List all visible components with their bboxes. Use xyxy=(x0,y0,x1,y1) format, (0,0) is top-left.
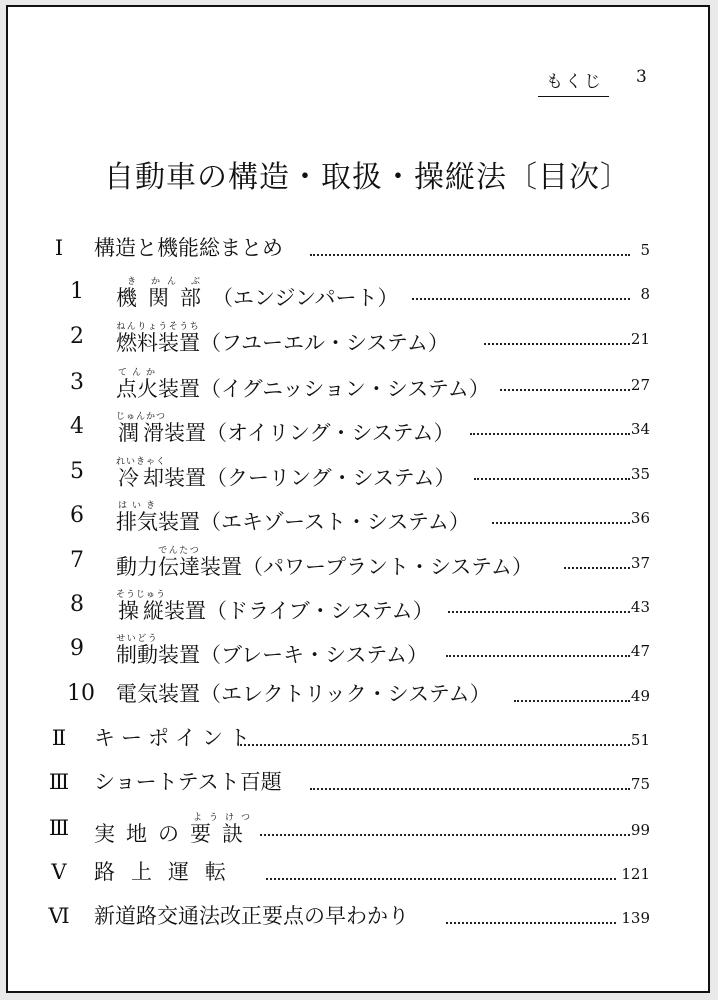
toc-section-2[interactable] xyxy=(8,723,708,753)
section-number: Ⅲ xyxy=(48,816,70,840)
toc-entry-10[interactable] xyxy=(8,679,708,709)
entry-page: 8 xyxy=(640,285,650,303)
section-page: 51 xyxy=(630,731,650,749)
leader-dots xyxy=(260,834,630,836)
toc-entry-4[interactable] xyxy=(8,412,708,445)
leader-dots xyxy=(470,433,630,435)
section-label: ショートテスト百題 xyxy=(94,770,282,794)
page-number: 3 xyxy=(636,67,647,87)
entry-label: 制動せいどう装置（ブレーキ・システム） xyxy=(116,634,429,667)
section-page: 121 xyxy=(621,865,650,883)
entry-label: 機き関かん部ぶ（エンジンパート） xyxy=(116,277,399,310)
leader-dots xyxy=(412,298,630,300)
section-number: Ⅰ xyxy=(54,236,64,260)
section-label: 構造と機能総まとめ xyxy=(94,236,283,260)
leader-dots xyxy=(448,611,630,613)
entry-label: 冷却れいきゃく装置（クーリング・システム） xyxy=(116,457,456,490)
section-number: Ⅵ xyxy=(48,904,70,928)
toc-list xyxy=(8,7,708,991)
entry-page: 37 xyxy=(630,554,650,572)
entry-label: 潤滑じゅんかつ装置（オイリング・システム） xyxy=(116,412,455,445)
section-number: Ⅲ xyxy=(48,770,70,794)
toc-entry-1[interactable] xyxy=(8,277,708,310)
entry-number: 5 xyxy=(70,459,84,484)
leader-dots xyxy=(240,744,630,746)
entry-number: 3 xyxy=(70,370,84,395)
entry-number: 9 xyxy=(70,636,84,661)
entry-page: 47 xyxy=(630,642,650,660)
leader-dots xyxy=(310,254,630,256)
leader-dots xyxy=(266,878,616,880)
leader-dots xyxy=(446,922,616,924)
leader-dots xyxy=(514,700,630,702)
entry-page: 49 xyxy=(630,687,650,705)
leader-dots xyxy=(474,478,630,480)
section-label: 実地の要よう訣けつ xyxy=(94,813,254,846)
entry-label: 動力伝達でんたつ装置（パワープラント・システム） xyxy=(116,546,533,579)
entry-page: 35 xyxy=(630,465,650,483)
toc-section-5[interactable] xyxy=(8,857,708,887)
leader-dots xyxy=(484,343,630,345)
entry-number: 4 xyxy=(70,414,84,439)
entry-label: 排気はいき装置（エキゾースト・システム） xyxy=(116,501,470,534)
entry-label: 燃料装置ねんりょうそうち（フユーエル・システム） xyxy=(116,322,449,355)
section-number: Ⅴ xyxy=(51,860,67,884)
leader-dots xyxy=(500,389,630,391)
leader-dots xyxy=(446,655,630,657)
section-label: キーポイント xyxy=(94,726,256,750)
entry-number: 10 xyxy=(67,681,95,706)
entry-label: 操縦そうじゅう装置（ドライブ・システム） xyxy=(116,590,434,623)
leader-dots xyxy=(564,567,630,569)
toc-entry-9[interactable] xyxy=(8,634,708,667)
section-page: 5 xyxy=(640,241,650,259)
section-page: 75 xyxy=(630,775,650,793)
toc-section-6[interactable] xyxy=(8,901,708,931)
leader-dots xyxy=(310,788,630,790)
entry-number: 8 xyxy=(70,592,84,617)
section-label: 新道路交通法改正要点の早わかり xyxy=(94,904,409,928)
toc-entry-6[interactable] xyxy=(8,501,708,534)
entry-number: 7 xyxy=(70,548,84,573)
toc-entry-3[interactable] xyxy=(8,368,708,401)
toc-entry-7[interactable] xyxy=(8,546,708,579)
entry-page: 34 xyxy=(630,420,650,438)
header-title: もくじ xyxy=(538,67,609,97)
leader-dots xyxy=(492,522,630,524)
section-page: 99 xyxy=(630,821,650,839)
toc-entry-8[interactable] xyxy=(8,590,708,623)
entry-page: 36 xyxy=(630,509,650,527)
entry-page: 43 xyxy=(630,598,650,616)
entry-page: 21 xyxy=(630,330,650,348)
document-page xyxy=(6,5,710,993)
entry-number: 1 xyxy=(70,279,84,304)
entry-label: 点火てんか装置（イグニッション・システム） xyxy=(116,368,490,401)
toc-section-1[interactable] xyxy=(8,233,708,263)
entry-page: 27 xyxy=(630,376,650,394)
toc-title: 自動車の構造・取扱・操縦法〔目次〕 xyxy=(104,160,631,195)
toc-section-3[interactable] xyxy=(8,767,708,797)
section-page: 139 xyxy=(621,909,650,927)
entry-number: 6 xyxy=(70,503,84,528)
entry-label: 電気装置（エレクトリック・システム） xyxy=(116,682,491,706)
toc-section-4[interactable] xyxy=(8,813,708,846)
section-label: 路上運転 xyxy=(94,860,242,884)
section-number: Ⅱ xyxy=(51,726,67,750)
entry-number: 2 xyxy=(70,324,84,349)
toc-entry-2[interactable] xyxy=(8,322,708,355)
toc-entry-5[interactable] xyxy=(8,457,708,490)
